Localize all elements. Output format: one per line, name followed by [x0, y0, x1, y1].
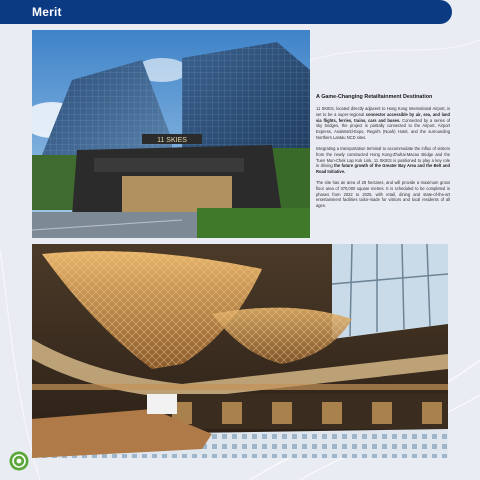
merit-logo-icon [9, 451, 29, 471]
paragraph-2-emphasis: the future growth of the Greater Bay Area and the Belt and Road Initiative. [316, 163, 450, 175]
paragraph-2-text: Integrating a transportation terminal to accommodate the influx of visitors from the newly constructed Hong Kong-Zhuhai-Macao Bridge and the Tuen Mun-Chek Lap Kok Link, 11 SKIES is positioned to play a key role in driving [316, 145, 450, 169]
section-title: Merit [32, 5, 62, 19]
header-bar [0, 0, 452, 24]
paragraph-3: The site has an area of 28 hectares, and will provide a maximum gross floor area of 370,000 square metres. It is scheduled to be completed in phases from 2022 to 2025, with retail, dining and state-of-the-art entertainment facilities tailor-made for visitors and local residents of all ages. [316, 179, 450, 209]
atrium-interior-photo [32, 244, 448, 458]
paragraph-1-emphasis: connector accessible by air, sea, and land via flights, ferries, trains, cars and buses. [316, 111, 451, 123]
paragraph-1-text: 11 SKIES, located directly adjacent to Hong Kong International Airport, is set to be a super-regional [316, 106, 450, 117]
paragraph-1-text-end: Connected by a series of sky bridges, the project is partially connected to the Airport, Airport Express, AsiaWorld-Expo, Regal's (Noah) Hotel, and the surrounding Northern Lantau NCD sites. [316, 117, 450, 141]
paragraph-1 [316, 106, 450, 141]
building-sign: 11 SKIES [157, 137, 187, 144]
building-exterior-photo [32, 30, 310, 238]
paragraph-2 [316, 146, 450, 175]
article-heading: A Game-Changing Retailtainment Destination [316, 94, 433, 100]
article-text [316, 94, 450, 214]
